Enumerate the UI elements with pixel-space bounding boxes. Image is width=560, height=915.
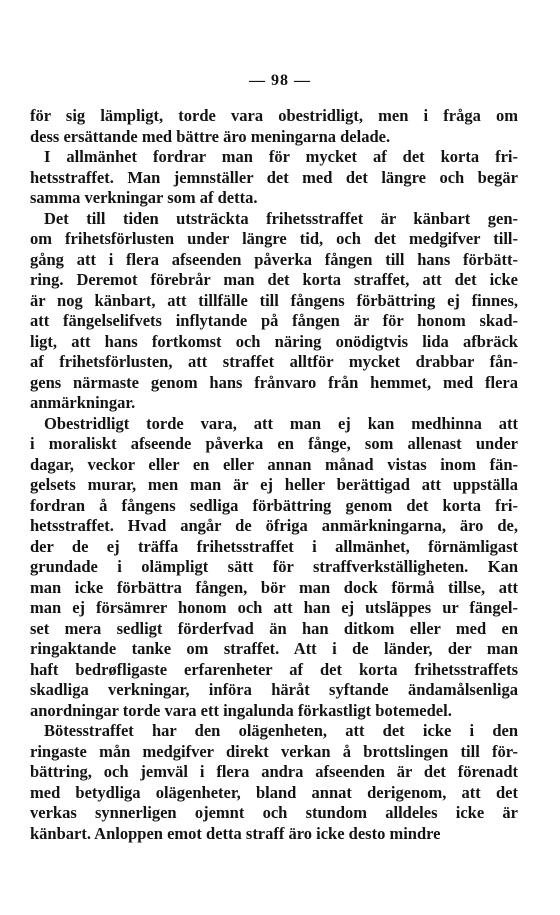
text-line: fordran å fångens sedliga förbättring genom det korta fri- [30, 495, 518, 515]
text-line: gång att i flera afseenden påverka fången till hans förbätt- [30, 249, 518, 269]
text-line: der de ej träffa frihetsstraffet i allmänhet, förnämligast [30, 536, 518, 556]
text-line: känbart. Anloppen emot detta straff äro icke desto mindre [30, 823, 441, 843]
text-line: ligt, att hans fortkomst och näring onödigtvis lida afbräck [30, 331, 518, 351]
text-line: grundade i olämpligt sätt för straffverkställigheten. Kan [30, 557, 518, 576]
text-line: för sig lämpligt, torde vara obestridligt, men i fråga om [30, 106, 518, 125]
text-line: bättring, och jemväl i flera andra afseenden är det förenadt [30, 762, 518, 781]
text-line: Det till tiden utsträckta frihetsstraffet är känbart gen- [44, 208, 518, 228]
paragraph [30, 147, 518, 209]
text-line: Bötesstraffet har den olägenheten, att det icke i den [44, 721, 518, 740]
text-line: I allmänhet fordrar man för mycket af det korta fri- [44, 147, 518, 166]
text-line: skadliga verkningar, införa häråt syftande ändamålsenliga [30, 680, 518, 699]
text-line: ringaktande tanke om straffet. Att i de länder, der man [30, 639, 518, 658]
text-line: i moraliskt afseende påverka en fånge, som allenast under [30, 434, 518, 453]
paragraph [30, 721, 518, 844]
text-line: dagar, veckor eller en eller annan månad vistas inom fän- [30, 454, 518, 474]
text-line: gens närmaste genom hans frånvaro från hemmet, med flera [30, 372, 518, 392]
text-line: ring. Deremot förebrår man det korta straffet, att det icke [30, 270, 518, 289]
text-line: hetsstraffet. Man jemnställer det med det längre och begär [30, 167, 518, 187]
text-line: anmärkningar. [30, 393, 136, 412]
text-line: hetsstraffet. Hvad angår de öfriga anmärkningarna, äro de, [30, 516, 518, 535]
text-line: man icke förbättra fången, bör man dock förmå tillse, att [30, 577, 518, 597]
text-line: man ej försämrer honom och att han ej utsläppes ur fängel- [30, 598, 518, 617]
text-line: ringaste mån medgifver direkt verkan å brottslingen till för- [30, 741, 518, 761]
body-text [30, 106, 518, 844]
text-line: haft bedrøfligaste erfarenheter af det korta frihetsstraffets [30, 659, 518, 679]
text-line: gelsets murar, men man är ej heller berättigad att uppställa [30, 475, 518, 494]
text-line: är nog känbart, att tillfälle till fångens förbättring ej finnes, [30, 290, 518, 310]
text-line: med betydliga olägenheter, bland annat derigenom, att det [30, 782, 518, 802]
text-line: Obestridligt torde vara, att man ej kan medhinna att [44, 413, 518, 433]
text-line: set mera sedligt förderfvad än han ditkom eller med en [30, 618, 518, 638]
text-line: samma verkningar som af detta. [30, 188, 258, 207]
paragraph [30, 209, 518, 414]
text-line: af frihetsförlusten, att straffet alltför mycket drabbar fån- [30, 352, 518, 371]
page-number: — 98 — [249, 72, 311, 89]
text-line: verkas synnerligen ojemnt och stundom alldeles icke är [30, 803, 518, 822]
paragraph [30, 414, 518, 722]
text-line: om frihetsförlusten under längre tid, och det medgifver till- [30, 229, 518, 248]
text-line: anordningar torde vara ett ingalunda förkastligt botemedel. [30, 700, 452, 720]
text-line: dess ersättande med bättre äro meningarna delade. [30, 126, 391, 146]
paragraph [30, 106, 518, 147]
text-line: att fängelselifvets inflytande på fången är för honom skad- [30, 311, 518, 330]
